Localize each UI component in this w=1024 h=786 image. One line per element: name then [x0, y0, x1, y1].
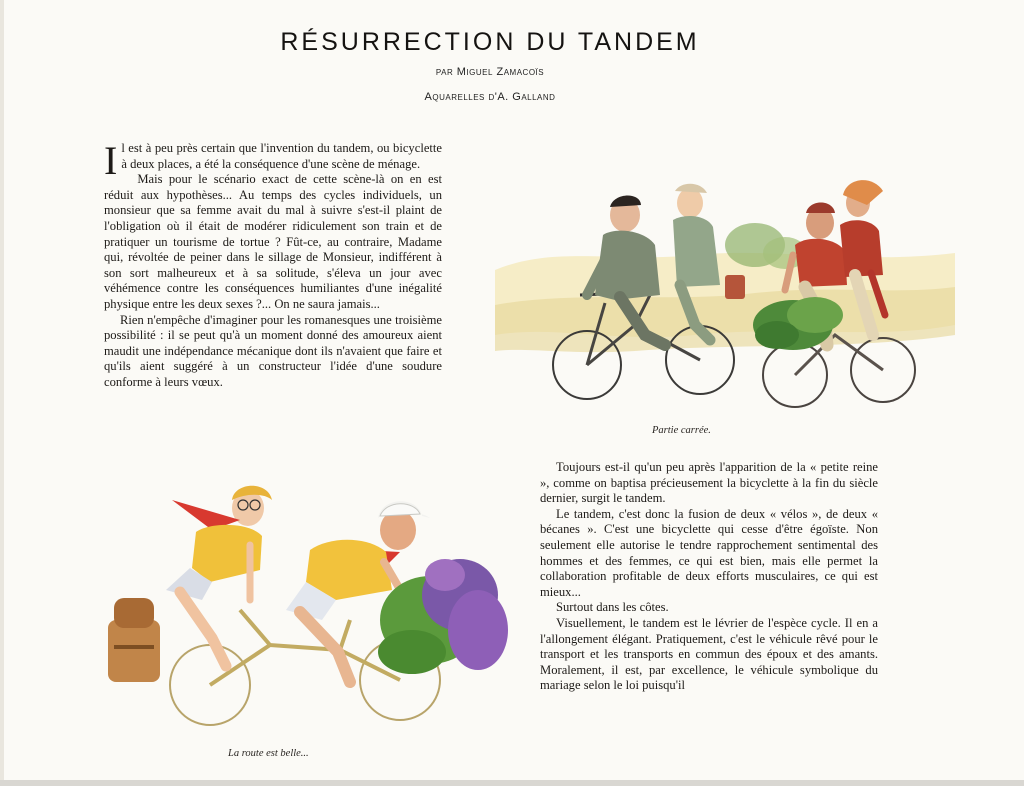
- paragraph: Mais pour le scénario exact de cette scène-là on en est réduit aux hypothèses... Au temps des cycles individuels, un monsieur que sa femme avait du mal à suivre s'est-il plaint de l'obligation où il était de modérer ridiculement son train et de pratiquer un tourisme de tortue ? Fût-ce, au contraire, Madame qui, révoltée de peiner dans le sillage de Monsieur, indifférent à son sort malheureux et à sa solitude, s'éleva un jour avec véhémence contre les conséquences humiliantes d'une inégalité physique entre les deux sexes ?... On ne saura jamais...: [104, 172, 442, 311]
- page-bottom-edge: [0, 780, 1024, 786]
- caption-la-route-est-belle: La route est belle...: [228, 748, 309, 759]
- drop-cap: I: [104, 138, 118, 183]
- paragraph: [104, 138, 442, 183]
- text-column-right: [540, 460, 878, 694]
- article-title: RÉSURRECTION DU TANDEM: [280, 28, 700, 56]
- page-edge: [0, 0, 4, 786]
- illustration-la-route-est-belle: [100, 470, 520, 730]
- paragraph: Surtout dans les côtes.: [556, 600, 669, 615]
- caption-partie-carree: Partie carrée.: [652, 425, 711, 436]
- paragraph: Le tandem, c'est donc la fusion de deux « vélos », de deux « bécanes ». C'est une bicyclette qui cesse d'être égoïste. Non seulement elle autorise le tendre rapprochement sentimental des hommes et des femmes, ce qui est bien, mais elle permet la collaboration profitable de deux efforts musculaires, ce qui est mieux...: [540, 506, 878, 599]
- flower-bouquet: [378, 559, 508, 674]
- paragraph: Rien n'empêche d'imaginer pour les romanesques une troisième possibilité : il se peut qu'à un moment donné des amoureux aient maudit une indépendance mécanique dont ils n'avaient que faire et qu'ils aient suggéré à un constructeur l'idée d'une soudure conforme à leurs vœux.: [104, 312, 442, 389]
- paragraph: Toujours est-il qu'un peu après l'apparition de la « petite reine », comme on baptisa précieusement la bicyclette à la fin du siècle dernier, surgit le tandem.: [540, 460, 878, 506]
- author-line: par Miguel Zamacoïs: [435, 66, 545, 78]
- text-column-left: [104, 138, 442, 391]
- paragraph-text: l est à peu près certain que l'invention du tandem, ou bicyclette à deux places, a été la conséquence d'une scène de ménage.: [121, 141, 442, 171]
- backpack: [108, 598, 160, 682]
- paragraph: Visuellement, le tandem est le lévrier de l'espèce cycle. Il en a l'allongement élégant. Pratiquement, c'est le véhicule rêvé pour le transport et les transports en commun des époux et des amants. Moralement, il est, par excellence, le véhicule symbolique du mariage selon le loi puisqu'il: [540, 615, 878, 693]
- illustrator-line: Aquarelles d'A. Galland: [424, 91, 556, 103]
- rider-woman: [166, 486, 272, 666]
- illustration-partie-carree: [495, 175, 955, 420]
